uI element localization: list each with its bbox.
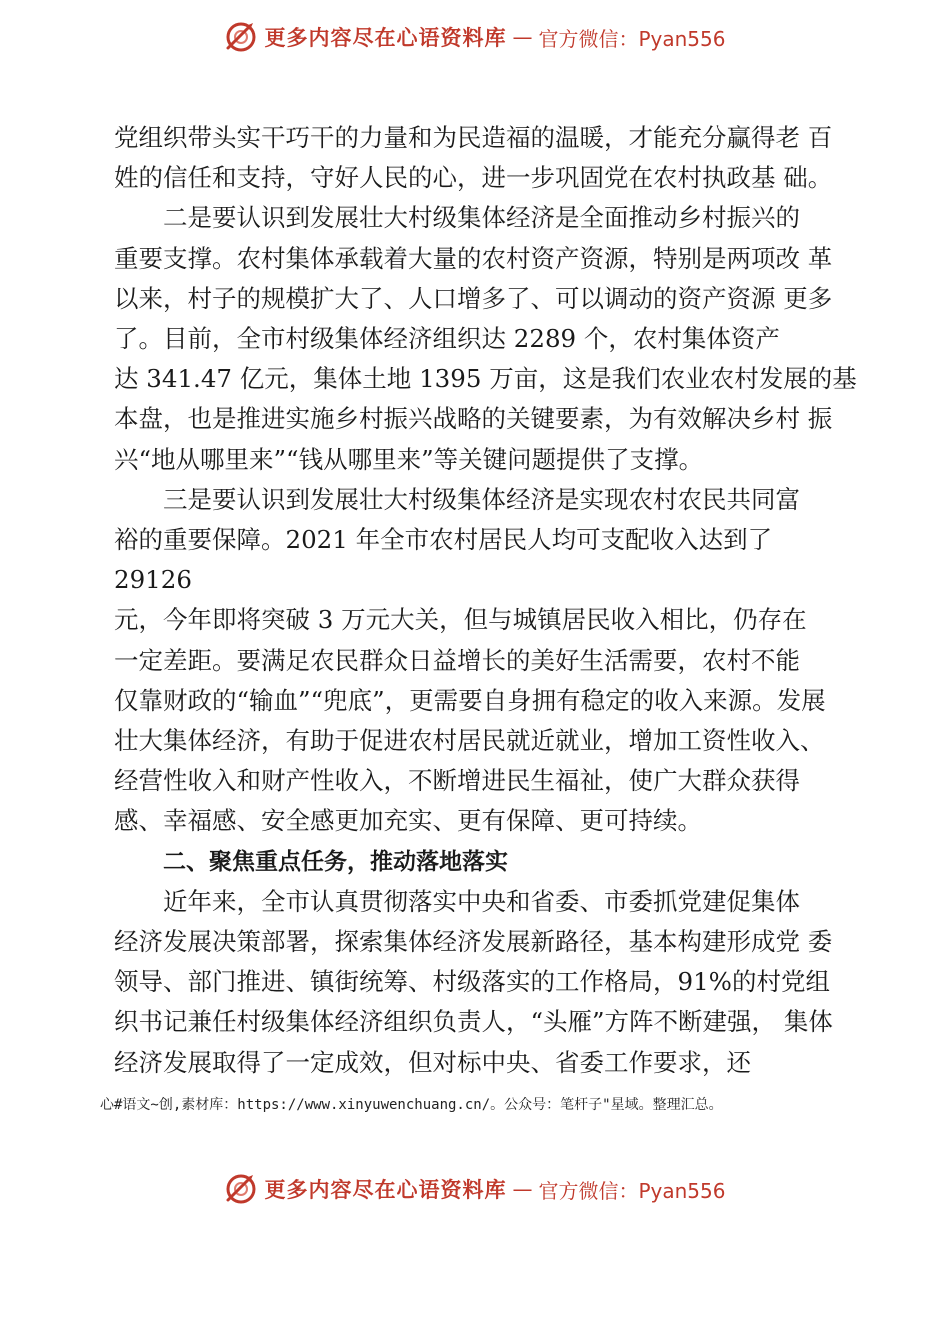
text-line: 一定差距。要满足农民群众日益增长的美好生活需要，农村不能: [114, 645, 800, 675]
brand-logo-icon: [224, 1172, 258, 1206]
paragraph-2: [114, 198, 857, 479]
banner-contact-text: 官方微信：Pyan556: [538, 26, 726, 51]
banner-contact-text: 官方微信：Pyan556: [538, 1178, 726, 1203]
text-line: 领导、部门推进、镇街统筹、村级落实的工作格局，91%的村党组: [114, 967, 830, 997]
text-line: 仅靠财政的“输血”“兜底”，更需要自身拥有稳定的收入来源。发展: [114, 685, 826, 715]
text-line: 以来，村子的规模扩大了、人口增多了、可以调动的资产资源 更多: [114, 283, 833, 313]
text-line: 达 341.47 亿元，集体土地 1395 万亩，这是我们农业农村发展的基: [114, 364, 857, 394]
text-line: 党组织带头实干巧干的力量和为民造福的温暖，才能充分赢得老 百: [114, 123, 833, 152]
text-line: 裕的重要保障。2021 年全市农村居民人均可支配收入达到了: [114, 525, 773, 555]
footer-source-note: 心#语文~创,素材库：https://www.xinyuwenchuang.cn/。公众号：笔杆子"星域。整理汇总。: [100, 1097, 723, 1113]
paragraph-1: [114, 118, 838, 198]
text-line: 兴“地从哪里来”“钱从哪里来”等关键问题提供了支撑。: [114, 444, 704, 474]
text-line: 29126: [114, 565, 192, 595]
text-line: 近年来，全市认真贯彻落实中央和省委、市委抓党建促集体: [163, 886, 800, 916]
paragraph-3: [114, 480, 838, 842]
brand-logo-icon: [224, 20, 258, 54]
text-line: 织书记兼任村级集体经济组织负责人，“头雁”方阵不断建强， 集体: [114, 1007, 833, 1037]
text-line: 姓的信任和支持，守好人民的心，进一步巩固党在农村执政基 础。: [114, 163, 833, 193]
text-line: 重要支撑。农村集体承载着大量的农村资产资源，特别是两项改 革: [114, 243, 833, 273]
text-line: 本盘，也是推进实施乡村振兴战略的关键要素，为有效解决乡村 振: [114, 404, 833, 434]
text-line: 经济发展决策部署，探索集体经济发展新路径，基本构建形成党 委: [114, 927, 833, 957]
text-line: 三是要认识到发展壮大村级集体经济是实现农村农民共同富: [163, 484, 800, 514]
paragraph-4: [114, 882, 838, 1083]
banner-brand-text: 更多内容尽在心语资料库: [264, 1177, 507, 1202]
text-line: 壮大集体经济，有助于促进农村居民就近就业，增加工资性收入、: [114, 726, 825, 756]
text-line: 经营性收入和财产性收入，不断增进民生福祉，使广大群众获得: [114, 766, 800, 796]
text-line: 元，今年即将突破 3 万元大关，但与城镇居民收入相比，仍存在: [114, 605, 807, 635]
top-banner: [0, 14, 950, 60]
section-heading: 二、聚焦重点任务，推动落地落实: [163, 848, 508, 875]
text-line: 经济发展取得了一定成效，但对标中央、省委工作要求，还: [114, 1047, 751, 1077]
text-line: 了。目前，全市村级集体经济组织达 2289 个，农村集体资产: [114, 324, 780, 354]
banner-separator: —: [512, 1177, 533, 1201]
bottom-banner: [0, 1166, 950, 1212]
banner-separator: —: [512, 25, 533, 49]
text-line: 感、幸福感、安全感更加充实、更有保障、更可持续。: [114, 806, 702, 836]
document-body: [114, 118, 857, 1083]
banner-brand-text: 更多内容尽在心语资料库: [264, 25, 507, 50]
text-line: 二是要认识到发展壮大村级集体经济是全面推动乡村振兴的: [163, 203, 800, 233]
